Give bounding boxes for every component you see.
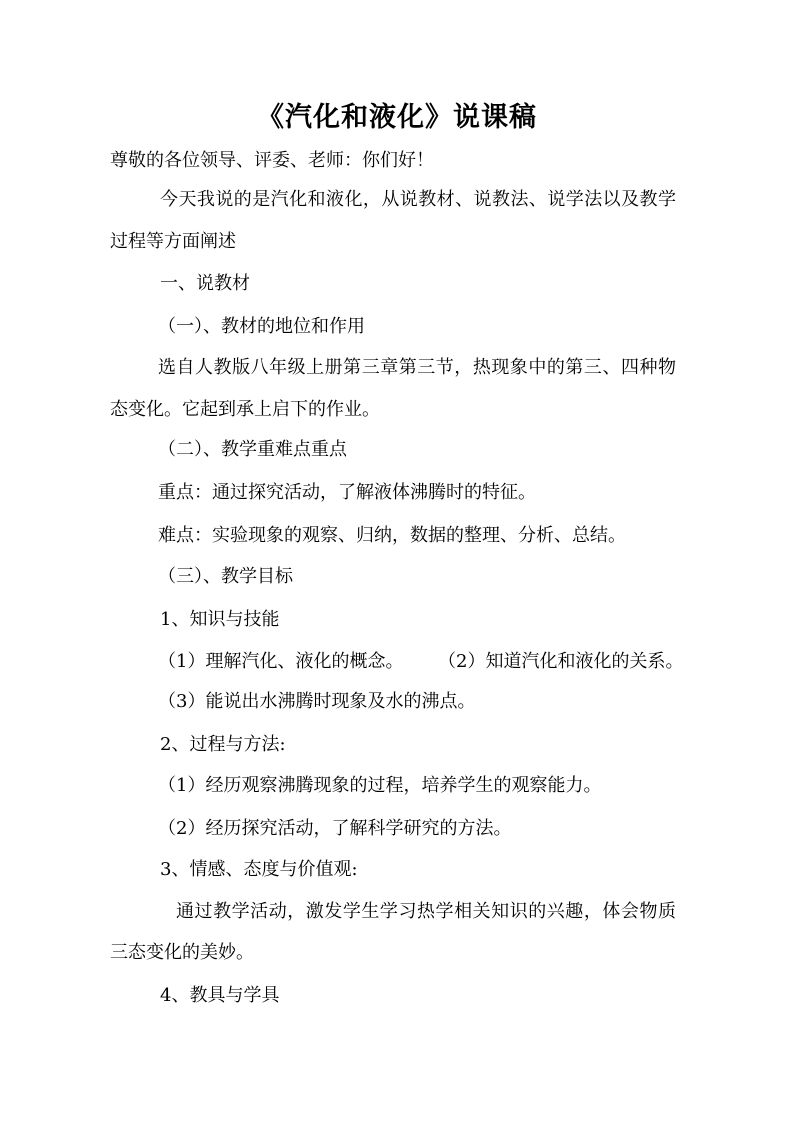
intro-line-1: 今天我说的是汽化和液化，从说教材、说教法、说学法以及教学 — [160, 189, 676, 210]
knowledge-item-2: （2）知道汽化和液化的关系。 — [438, 651, 684, 672]
objective-heading-knowledge: 1、知识与技能 — [160, 609, 280, 630]
greeting-line: 尊敬的各位领导、评委、老师：你们好！ — [110, 150, 434, 171]
position-line-1: 选自人教版八年级上册第三章第三节，热现象中的第三、四种物 — [158, 357, 676, 378]
knowledge-item-1: （1）理解汽化、液化的概念。 — [158, 651, 404, 672]
key-point-line: 重点：通过探究活动，了解液体沸腾时的特征。 — [158, 482, 536, 503]
section-heading-textbook: 一、说教材 — [160, 273, 250, 294]
intro-line-2: 过程等方面阐述 — [110, 231, 236, 252]
attitude-line-2: 三态变化的美妙。 — [110, 942, 254, 963]
knowledge-item-3: （3）能说出水沸腾时现象及水的沸点。 — [158, 691, 476, 712]
objective-heading-attitude: 3、情感、态度与价值观: — [160, 859, 358, 880]
subsection-heading-objectives: （三）、教学目标 — [158, 566, 293, 587]
objective-heading-teaching-aids: 4、教具与学具 — [160, 985, 280, 1006]
process-item-2: （2）经历探究活动，了解科学研究的方法。 — [158, 818, 512, 839]
objective-heading-process: 2、过程与方法: — [160, 734, 286, 755]
attitude-line-1: 通过教学活动，激发学生学习热学相关知识的兴趣，体会物质 — [176, 901, 676, 922]
subsection-heading-position: （一）、教材的地位和作用 — [158, 316, 365, 337]
difficulty-line: 难点：实验现象的观察、归纳，数据的整理、分析、总结。 — [158, 525, 626, 546]
process-item-1: （1）经历观察沸腾现象的过程，培养学生的观察能力。 — [158, 775, 602, 796]
subsection-heading-key-points: （二）、教学重难点重点 — [158, 439, 347, 460]
document-title: 《汽化和液化》说课稿 — [257, 102, 537, 133]
position-line-2: 态变化。它起到承上启下的作业。 — [110, 399, 380, 420]
